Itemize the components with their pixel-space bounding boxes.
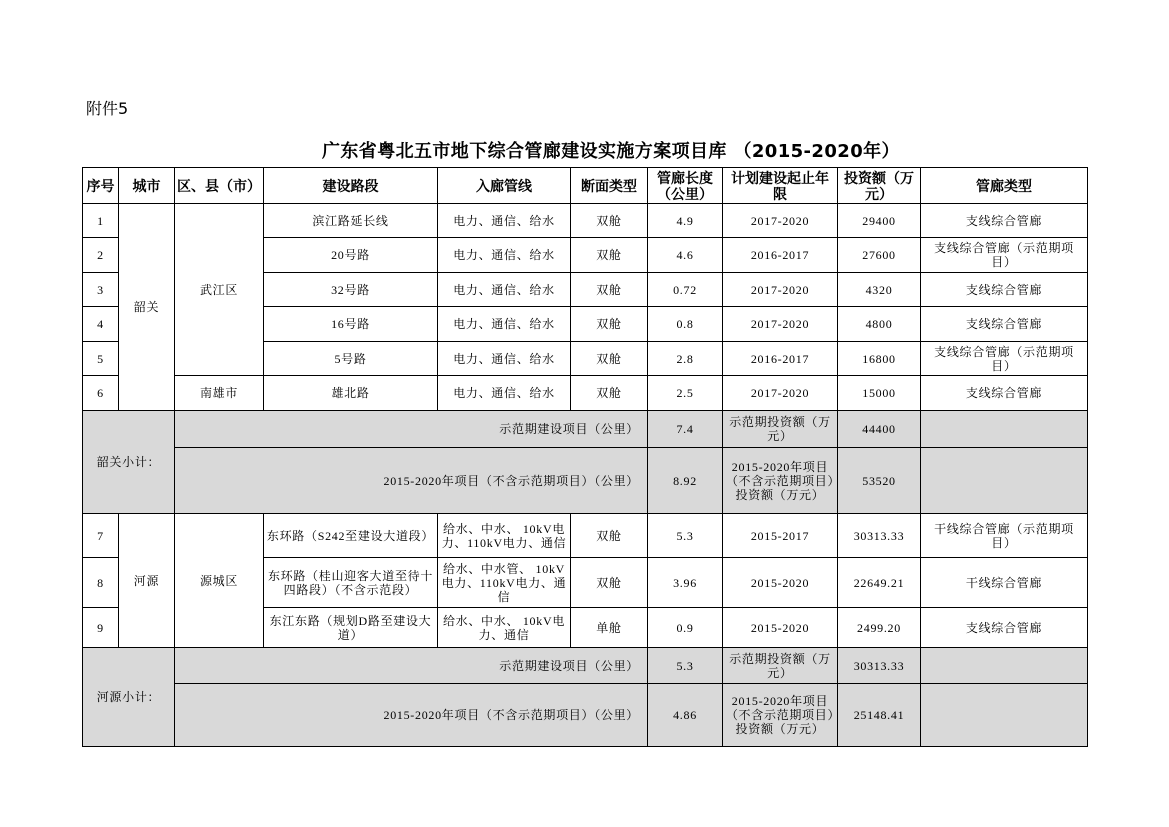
subtotal-row-other <box>83 684 1088 747</box>
cell-road: 16号路 <box>264 307 438 342</box>
subtotal-demo-investment-label: 示范期投资额（万元） <box>723 648 838 684</box>
cell-section: 双舱 <box>571 273 648 307</box>
cell-type: 支线综合管廊 <box>921 273 1088 307</box>
subtotal-demo-investment-label: 示范期投资额（万元） <box>723 411 838 448</box>
cell-section: 双舱 <box>571 238 648 273</box>
subtotal-other-investment: 53520 <box>838 448 921 514</box>
cell-length: 4.6 <box>648 238 723 273</box>
cell-pipelines: 给水、中水、 10kV电力、通信 <box>438 608 571 648</box>
cell-no: 3 <box>83 273 119 307</box>
subtotal-label: 河源小计： <box>83 648 175 747</box>
cell-period: 2015-2020 <box>723 558 838 608</box>
cell-investment: 29400 <box>838 204 921 238</box>
cell-no: 9 <box>83 608 119 648</box>
header-type: 管廊类型 <box>921 168 1088 204</box>
subtotal-row-demo <box>83 648 1088 684</box>
header-row <box>83 168 1088 204</box>
cell-pipelines: 电力、通信、给水 <box>438 238 571 273</box>
cell-section: 双舱 <box>571 514 648 558</box>
cell-type: 干线综合管廊（示范期项目） <box>921 514 1088 558</box>
header-section: 断面类型 <box>571 168 648 204</box>
cell-length: 0.9 <box>648 608 723 648</box>
subtotal-empty-cell <box>921 411 1088 448</box>
cell-district: 南雄市 <box>175 376 264 411</box>
cell-length: 5.3 <box>648 514 723 558</box>
cell-no: 7 <box>83 514 119 558</box>
subtotal-empty-cell <box>921 684 1088 747</box>
cell-city: 河源 <box>119 514 175 648</box>
cell-pipelines: 电力、通信、给水 <box>438 204 571 238</box>
cell-road: 20号路 <box>264 238 438 273</box>
cell-pipelines: 电力、通信、给水 <box>438 376 571 411</box>
cell-section: 双舱 <box>571 342 648 376</box>
cell-pipelines: 电力、通信、给水 <box>438 273 571 307</box>
header-period: 计划建设起止年限 <box>723 168 838 204</box>
cell-no: 8 <box>83 558 119 608</box>
cell-investment: 27600 <box>838 238 921 273</box>
cell-investment: 2499.20 <box>838 608 921 648</box>
cell-length: 2.5 <box>648 376 723 411</box>
cell-period: 2015-2020 <box>723 608 838 648</box>
cell-road: 东江东路（规划D路至建设大道） <box>264 608 438 648</box>
cell-road: 32号路 <box>264 273 438 307</box>
cell-type: 支线综合管廊 <box>921 376 1088 411</box>
cell-section: 单舱 <box>571 608 648 648</box>
cell-road: 滨江路延长线 <box>264 204 438 238</box>
subtotal-empty-cell <box>921 448 1088 514</box>
cell-pipelines: 电力、通信、给水 <box>438 307 571 342</box>
cell-length: 0.72 <box>648 273 723 307</box>
subtotal-other-investment-label: 2015-2020年项目（不含示范期项目）投资额（万元） <box>723 684 838 747</box>
cell-period: 2017-2020 <box>723 376 838 411</box>
cell-investment: 4320 <box>838 273 921 307</box>
header-city: 城市 <box>119 168 175 204</box>
table-row <box>83 376 1088 411</box>
cell-section: 双舱 <box>571 376 648 411</box>
subtotal-demo-investment: 44400 <box>838 411 921 448</box>
cell-type: 支线综合管廊 <box>921 204 1088 238</box>
cell-period: 2017-2020 <box>723 273 838 307</box>
cell-investment: 30313.33 <box>838 514 921 558</box>
project-table <box>82 167 1088 747</box>
cell-type: 支线综合管廊 <box>921 608 1088 648</box>
cell-period: 2016-2017 <box>723 238 838 273</box>
subtotal-other-investment: 25148.41 <box>838 684 921 747</box>
cell-road: 东环路（桂山迎客大道至待十四路段）（不含示范段） <box>264 558 438 608</box>
cell-no: 5 <box>83 342 119 376</box>
header-no: 序号 <box>83 168 119 204</box>
header-district: 区、县（市） <box>175 168 264 204</box>
cell-section: 双舱 <box>571 307 648 342</box>
cell-period: 2017-2020 <box>723 307 838 342</box>
table-row <box>83 204 1088 238</box>
cell-district: 武江区 <box>175 204 264 376</box>
cell-pipelines: 给水、中水管、 10kV电力、110kV电力、通信 <box>438 558 571 608</box>
cell-no: 4 <box>83 307 119 342</box>
cell-period: 2015-2017 <box>723 514 838 558</box>
document-title: 广东省粤北五市地下综合管廊建设实施方案项目库 （2015-2020年） <box>322 141 900 162</box>
header-pipelines: 入廊管线 <box>438 168 571 204</box>
cell-section: 双舱 <box>571 204 648 238</box>
cell-section: 双舱 <box>571 558 648 608</box>
subtotal-label: 韶关小计： <box>83 411 175 514</box>
cell-length: 0.8 <box>648 307 723 342</box>
subtotal-other-length: 8.92 <box>648 448 723 514</box>
header-road: 建设路段 <box>264 168 438 204</box>
subtotal-demo-length-label: 示范期建设项目（公里） <box>175 411 648 448</box>
subtotal-other-investment-label: 2015-2020年项目（不含示范期项目）投资额（万元） <box>723 448 838 514</box>
subtotal-empty-cell <box>921 648 1088 684</box>
cell-road: 东环路（S242至建设大道段） <box>264 514 438 558</box>
cell-no: 6 <box>83 376 119 411</box>
cell-type: 支线综合管廊（示范期项目） <box>921 238 1088 273</box>
cell-type: 支线综合管廊（示范期项目） <box>921 342 1088 376</box>
cell-type: 干线综合管廊 <box>921 558 1088 608</box>
subtotal-demo-length: 7.4 <box>648 411 723 448</box>
cell-length: 3.96 <box>648 558 723 608</box>
subtotal-demo-length: 5.3 <box>648 648 723 684</box>
attachment-label: 附件5 <box>86 99 129 118</box>
cell-length: 2.8 <box>648 342 723 376</box>
table-row <box>83 514 1088 558</box>
subtotal-other-length: 4.86 <box>648 684 723 747</box>
cell-investment: 4800 <box>838 307 921 342</box>
cell-road: 5号路 <box>264 342 438 376</box>
cell-no: 2 <box>83 238 119 273</box>
subtotal-demo-length-label: 示范期建设项目（公里） <box>175 648 648 684</box>
cell-district: 源城区 <box>175 514 264 648</box>
cell-city: 韶关 <box>119 204 175 411</box>
header-length: 管廊长度（公里） <box>648 168 723 204</box>
subtotal-row-other <box>83 448 1088 514</box>
cell-investment: 15000 <box>838 376 921 411</box>
subtotal-row-demo <box>83 411 1088 448</box>
cell-road: 雄北路 <box>264 376 438 411</box>
cell-pipelines: 给水、中水、 10kV电力、110kV电力、通信 <box>438 514 571 558</box>
cell-investment: 16800 <box>838 342 921 376</box>
subtotal-demo-investment: 30313.33 <box>838 648 921 684</box>
header-investment: 投资额（万元） <box>838 168 921 204</box>
cell-no: 1 <box>83 204 119 238</box>
cell-investment: 22649.21 <box>838 558 921 608</box>
cell-period: 2016-2017 <box>723 342 838 376</box>
subtotal-other-length-label: 2015-2020年项目（不含示范期项目）（公里） <box>175 448 648 514</box>
cell-length: 4.9 <box>648 204 723 238</box>
subtotal-other-length-label: 2015-2020年项目（不含示范期项目）（公里） <box>175 684 648 747</box>
cell-pipelines: 电力、通信、给水 <box>438 342 571 376</box>
cell-type: 支线综合管廊 <box>921 307 1088 342</box>
cell-period: 2017-2020 <box>723 204 838 238</box>
